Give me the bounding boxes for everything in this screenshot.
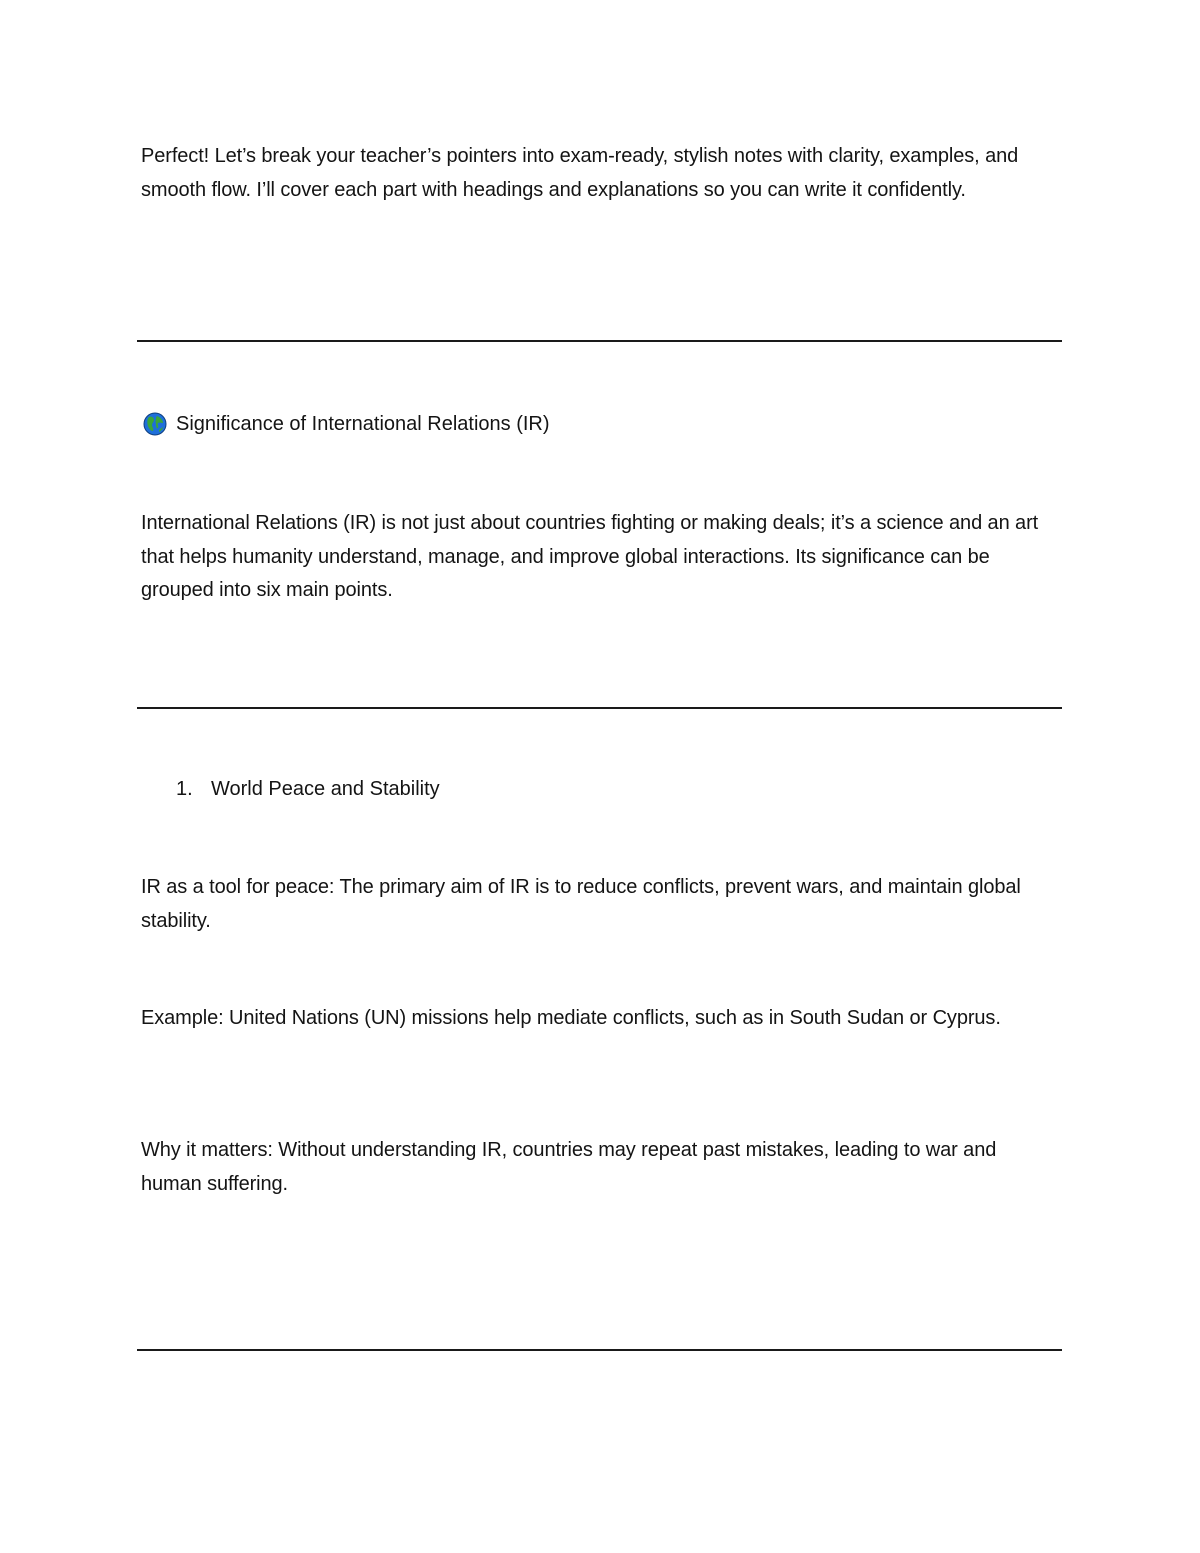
- peace-paragraph-why: Why it matters: Without understanding IR, countries may repeat past mistakes, leading to war and human suffering.: [141, 1139, 997, 1195]
- horizontal-rule: [137, 707, 1062, 709]
- horizontal-rule: [137, 340, 1062, 342]
- intro-paragraph: Perfect! Let’s break your teacher’s pointers into exam-ready, stylish notes with clarity, examples, and smooth flow. I’ll cover each part with headings and explanations so you can write it confidently.: [141, 145, 1019, 201]
- significance-paragraph: International Relations (IR) is not just about countries fighting or making deals; it’s a science and an art that helps humanity understand, manage, and improve global interactions. Its significance can be grouped into six main points.: [141, 512, 1039, 601]
- horizontal-rule: [137, 1349, 1062, 1351]
- list-item-world-peace: [176, 775, 440, 803]
- peace-paragraph-tool: IR as a tool for peace: The primary aim of IR is to reduce conflicts, prevent wars, and maintain global stability.: [141, 876, 1021, 932]
- section-heading-text: Significance of International Relations (IR): [176, 413, 550, 435]
- list-item-heading: World Peace and Stability: [211, 778, 440, 800]
- globe-icon: [143, 412, 167, 436]
- section-heading-significance: [143, 410, 550, 438]
- peace-paragraph-example: Example: United Nations (UN) missions help mediate conflicts, such as in South Sudan or Cyprus.: [141, 1007, 1001, 1029]
- list-number: 1.: [176, 778, 193, 800]
